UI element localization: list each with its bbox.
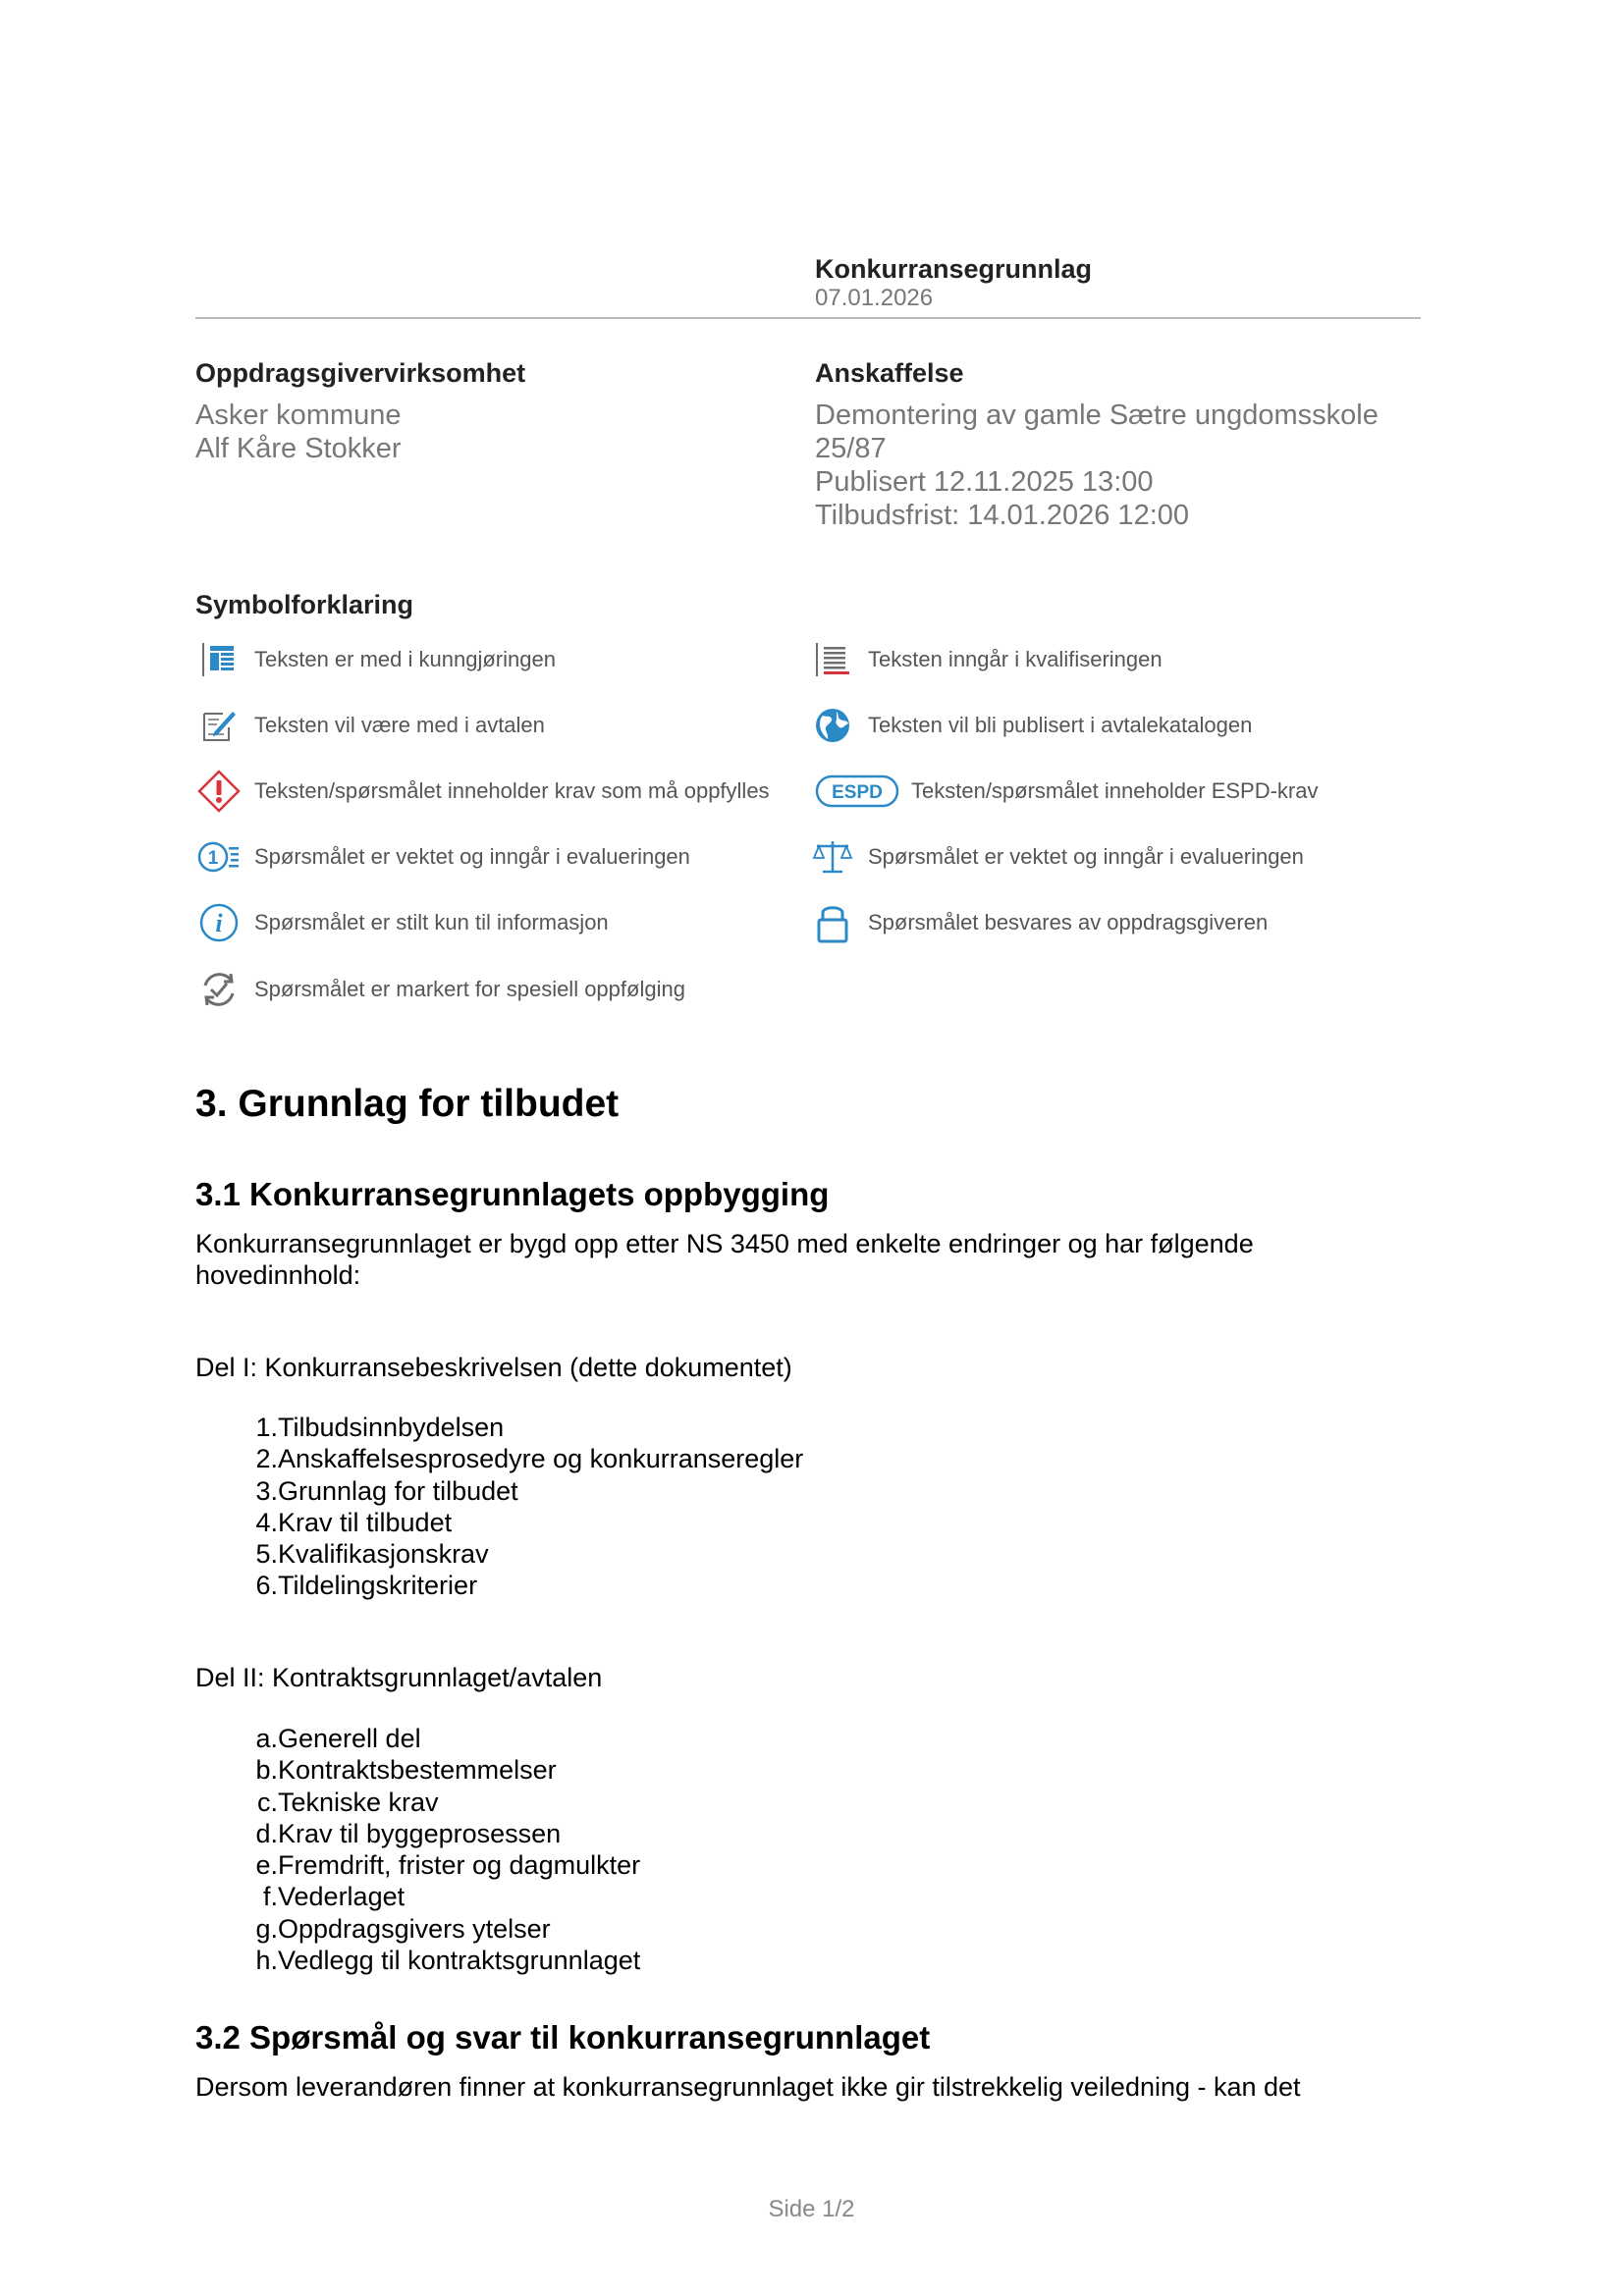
list-marker: g. <box>255 1913 278 1944</box>
page-number: Side 1/2 <box>768 2196 855 2222</box>
list-text: Grunnlag for tilbudet <box>278 1475 518 1506</box>
legend-text: Spørsmålet er vektet og inngår i evalueringen <box>868 844 1304 869</box>
contract-edit-icon <box>195 702 243 749</box>
part1-label: Del I: Konkurransebeskrivelsen (dette dokumentet) <box>195 1353 792 1382</box>
legend-text: Teksten/spørsmålet inneholder ESPD-krav <box>911 778 1319 803</box>
list-item <box>195 1881 640 1912</box>
list-marker: b. <box>255 1755 278 1786</box>
list-item <box>195 1754 640 1786</box>
legend-item-requirement <box>195 767 770 816</box>
legend-text: Teksten er med i kunngjøringen <box>254 647 556 671</box>
espd-badge-icon <box>815 768 901 815</box>
paragraph-line: Dersom leverandøren finner at konkurransegrunnlaget ikke gir tilstrekkelig veiledning - kan det <box>195 2072 1301 2102</box>
svg-text:1: 1 <box>207 848 219 869</box>
list-marker: 1. <box>255 1413 278 1442</box>
list-marker: a. <box>255 1724 278 1753</box>
list-item <box>195 1507 803 1538</box>
list-marker: 4. <box>255 1507 278 1537</box>
legend-item-catalog <box>809 701 1252 750</box>
list-text: Generell del <box>278 1724 421 1753</box>
info-icon <box>195 899 243 946</box>
list-item <box>195 1412 803 1443</box>
legend-item-answered-by-client <box>809 898 1268 947</box>
procurement-info <box>815 357 1379 532</box>
list-text: Vedlegg til kontraktsgrunnlaget <box>278 1946 641 1976</box>
part2-label: Del II: Kontraktsgrunnlaget/avtalen <box>195 1663 603 1692</box>
announcement-icon <box>195 636 243 683</box>
list-item <box>195 1475 803 1507</box>
list-marker: 3. <box>255 1475 278 1506</box>
legend-text: Spørsmålet er stilt kun til informasjon <box>254 910 609 934</box>
paragraph <box>195 2071 1413 2103</box>
client-contact: Alf Kåre Stokker <box>195 433 402 464</box>
list-marker: 2. <box>255 1444 278 1474</box>
list-text: Tekniske krav <box>278 1787 439 1817</box>
list-marker: e. <box>255 1850 278 1881</box>
list-item <box>195 1849 640 1881</box>
client-info <box>195 357 525 465</box>
client-name: Asker kommune <box>195 400 402 431</box>
procurement-deadline: Tilbudsfrist: 14.01.2026 12:00 <box>815 500 1190 531</box>
legend-text: Teksten vil være med i avtalen <box>254 713 545 737</box>
list-text: Tilbudsinnbydelsen <box>278 1413 505 1442</box>
weighted-number-icon <box>195 833 243 881</box>
list-text: Kontraktsbestemmelser <box>278 1755 557 1786</box>
legend-item-weighted-number <box>195 832 690 881</box>
legend-text: Teksten vil bli publisert i avtalekatalogen <box>868 713 1253 737</box>
warning-diamond-icon <box>195 768 243 815</box>
procurement-name: Demontering av gamle Sætre ungdomsskole <box>815 400 1379 431</box>
list-text: Tildelingskriterier <box>278 1571 478 1601</box>
procurement-heading: Anskaffelse <box>815 358 964 388</box>
list-marker: 5. <box>255 1539 278 1570</box>
list-marker: d. <box>255 1818 278 1848</box>
list-text: Oppdragsgivers ytelser <box>278 1913 551 1944</box>
legend-text: Spørsmålet er vektet og inngår i evalueringen <box>254 844 690 869</box>
list-text: Fremdrift, frister og dagmulkter <box>278 1850 641 1881</box>
legend-text: Teksten/spørsmålet inneholder krav som må oppfylles <box>254 778 770 803</box>
list-text: Vederlaget <box>278 1882 406 1912</box>
legend-item-contract <box>195 701 545 750</box>
list-marker: c. <box>256 1787 278 1817</box>
list-item <box>195 1538 803 1570</box>
legend-item-espd <box>815 767 1319 816</box>
legend-heading: Symbolforklaring <box>195 590 414 619</box>
subsection-heading: 3.1 Konkurransegrunnlagets oppbygging <box>195 1176 830 1212</box>
list-text: Krav til tilbudet <box>278 1507 453 1537</box>
procurement-case-number: 25/87 <box>815 433 887 464</box>
subsection-heading: 3.2 Spørsmål og svar til konkurransegrunnlaget <box>195 2019 931 2056</box>
list-marker: h. <box>255 1946 278 1976</box>
list-item <box>195 1945 640 1976</box>
globe-icon <box>809 702 856 749</box>
list-text: Kvalifikasjonskrav <box>278 1539 489 1570</box>
list-item <box>195 1443 803 1474</box>
legend-item-followup <box>195 965 685 1014</box>
lock-icon <box>809 899 856 946</box>
scale-icon <box>809 833 856 881</box>
legend-item-info <box>195 898 609 947</box>
followup-icon <box>195 966 243 1013</box>
paragraph <box>195 1228 1413 1291</box>
list-item <box>195 1913 640 1945</box>
list-text: Krav til byggeprosessen <box>278 1818 562 1848</box>
list-marker: 6. <box>255 1571 278 1601</box>
paragraph-line: hovedinnhold: <box>195 1260 361 1290</box>
part2-list <box>195 1723 640 1976</box>
svg-text:i: i <box>215 909 223 937</box>
legend-item-announcement <box>195 635 556 684</box>
list-item <box>195 1570 803 1601</box>
document-title: Konkurransegrunnlag <box>815 254 1093 284</box>
legend-text: Teksten inngår i kvalifiseringen <box>868 647 1163 671</box>
svg-text:ESPD: ESPD <box>832 782 883 803</box>
list-marker: f. <box>262 1882 278 1912</box>
document-date: 07.01.2026 <box>815 285 934 311</box>
document-header <box>815 253 1092 312</box>
paragraph-line: Konkurransegrunnlaget er bygd opp etter NS 3450 med enkelte endringer og har følgende <box>195 1229 1254 1258</box>
procurement-published: Publisert 12.11.2025 13:00 <box>815 466 1154 498</box>
header-divider <box>195 317 1421 319</box>
legend-text: Spørsmålet besvares av oppdragsgiveren <box>868 910 1269 934</box>
client-heading: Oppdragsgivervirksomhet <box>195 358 526 388</box>
legend-item-qualification <box>809 635 1163 684</box>
part1-list <box>195 1412 803 1602</box>
legend-text: Spørsmålet er markert for spesiell oppfølging <box>254 977 685 1001</box>
legend-item-weighted-scale <box>809 832 1304 881</box>
section-heading: 3. Grunnlag for tilbudet <box>195 1083 620 1125</box>
list-item <box>195 1818 640 1849</box>
list-text: Anskaffelsesprosedyre og konkurranseregler <box>278 1444 804 1474</box>
list-item <box>195 1723 640 1754</box>
qualification-icon <box>809 636 856 683</box>
list-item <box>195 1787 640 1818</box>
